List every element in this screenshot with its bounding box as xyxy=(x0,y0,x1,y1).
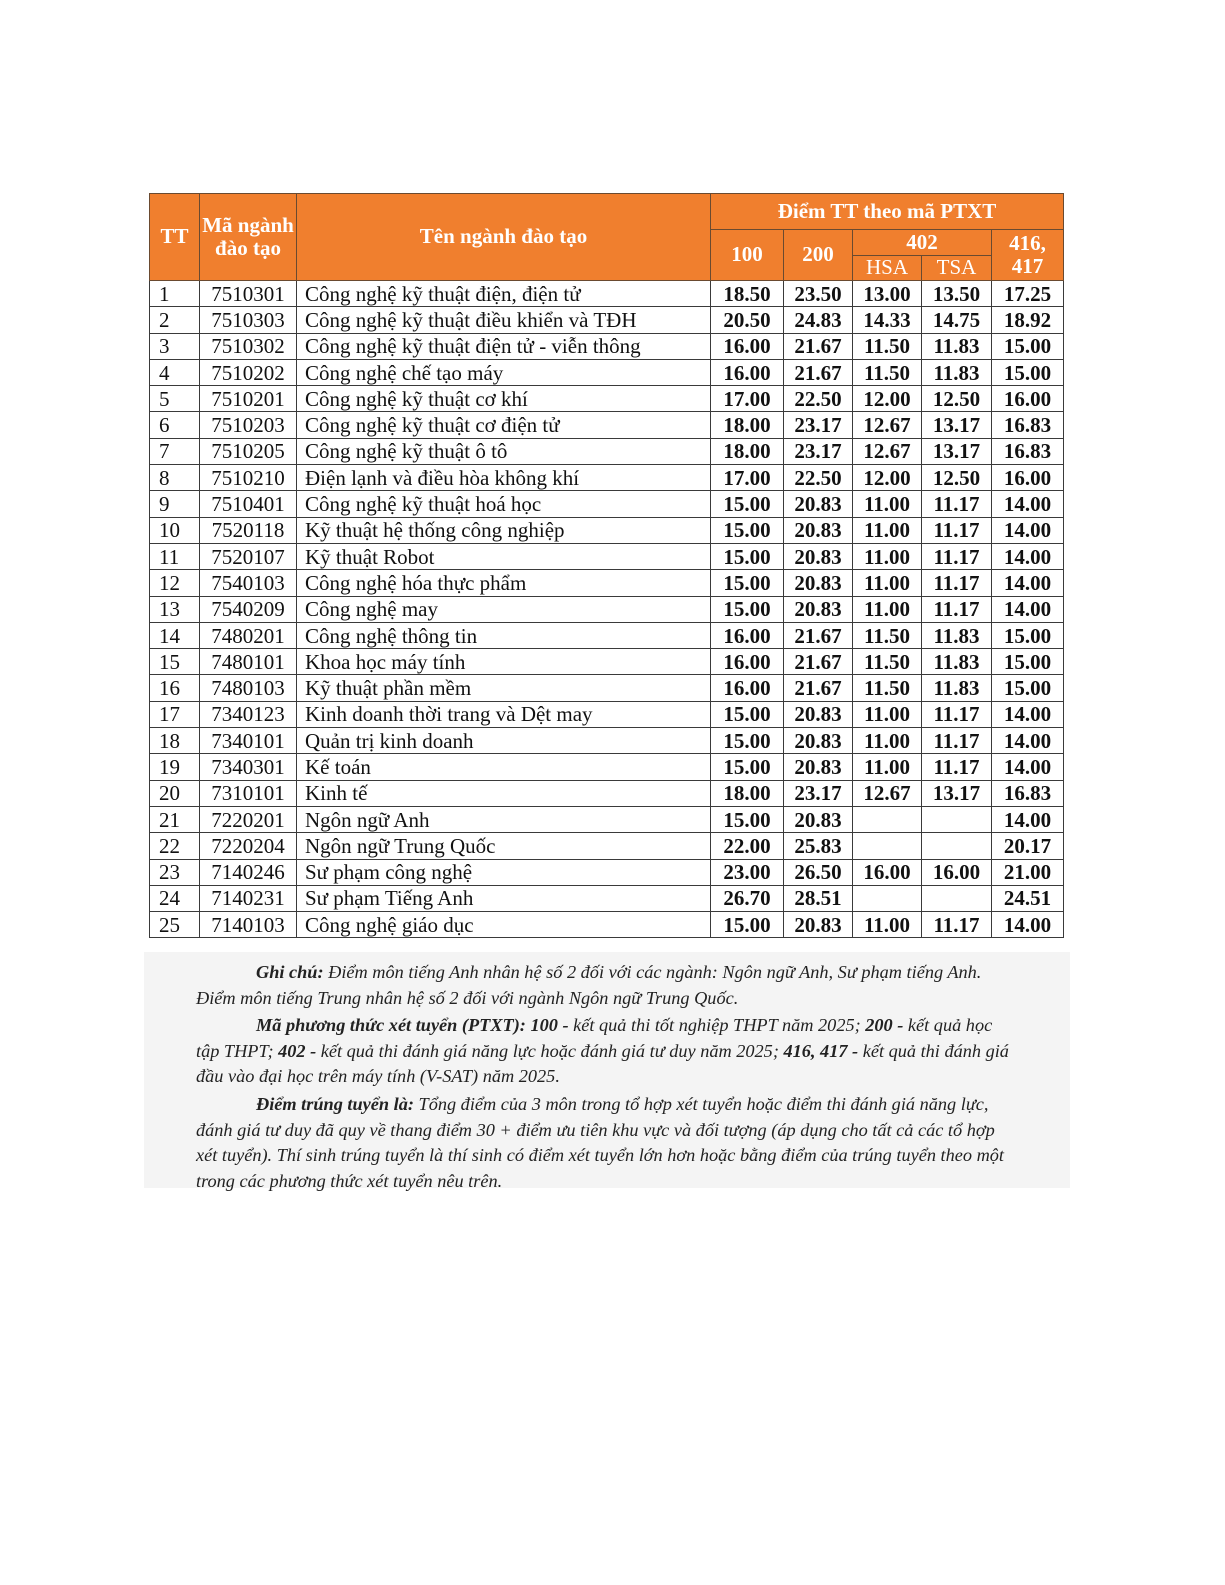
row-number: 20 xyxy=(150,780,200,806)
score-402-hsa: 11.00 xyxy=(853,754,922,780)
score-416-417: 16.83 xyxy=(992,412,1064,438)
score-416-417: 20.17 xyxy=(992,833,1064,859)
score-402-hsa: 11.50 xyxy=(853,675,922,701)
score-200: 24.83 xyxy=(784,307,853,333)
score-402-tsa: 11.17 xyxy=(922,517,992,543)
note2-key-402: 402 - xyxy=(278,1040,317,1061)
row-number: 1 xyxy=(150,281,200,307)
score-200: 23.17 xyxy=(784,412,853,438)
table-row xyxy=(150,912,1064,938)
score-402-hsa: 12.00 xyxy=(853,386,922,412)
score-402-hsa: 11.00 xyxy=(853,491,922,517)
note3-text: Tổng điểm của 3 môn trong tổ hợp xét tuyển hoặc điểm thi đánh giá năng lực, đánh giá tư duy đã quy về thang điểm 30 + điểm ưu tiên khu vực và đối tượng (áp dụng cho tất cả các tổ hợp xét tuyển). Thí sinh trúng tuyển là thí sinh có điểm xét tuyển lớn hơn hoặc bằng điểm của trúng tuyển theo một trong các phương thức xét tuyển nêu trên. xyxy=(196,1094,1004,1191)
score-402-hsa: 11.00 xyxy=(853,543,922,569)
score-416-417: 18.92 xyxy=(992,307,1064,333)
major-code: 7140103 xyxy=(200,912,297,938)
table-row xyxy=(150,806,1064,832)
major-name: Công nghệ may xyxy=(297,596,711,622)
score-416-417: 14.00 xyxy=(992,806,1064,832)
major-code: 7510303 xyxy=(200,307,297,333)
score-100: 15.00 xyxy=(711,701,784,727)
table-row xyxy=(150,570,1064,596)
score-402-tsa: 11.17 xyxy=(922,754,992,780)
score-402-tsa xyxy=(922,833,992,859)
table-row xyxy=(150,517,1064,543)
row-number: 18 xyxy=(150,728,200,754)
admission-scores-table xyxy=(149,193,1064,938)
row-number: 23 xyxy=(150,859,200,885)
row-number: 17 xyxy=(150,701,200,727)
score-200: 20.83 xyxy=(784,596,853,622)
score-416-417: 15.00 xyxy=(992,622,1064,648)
note2-key-100: 100 - xyxy=(525,1015,569,1035)
score-416-417: 16.00 xyxy=(992,386,1064,412)
score-402-tsa: 11.17 xyxy=(922,543,992,569)
score-416-417: 14.00 xyxy=(992,728,1064,754)
row-number: 22 xyxy=(150,833,200,859)
score-402-hsa: 11.00 xyxy=(853,517,922,543)
major-name: Công nghệ kỹ thuật điều khiển và TĐH xyxy=(297,307,711,333)
score-200: 20.83 xyxy=(784,728,853,754)
score-100: 18.00 xyxy=(711,780,784,806)
major-name: Công nghệ chế tạo máy xyxy=(297,359,711,385)
score-402-tsa: 12.50 xyxy=(922,465,992,491)
table-row xyxy=(150,833,1064,859)
score-200: 23.17 xyxy=(784,780,853,806)
note2-text-200: kết quả học tập THPT; xyxy=(196,1015,993,1061)
major-code: 7510205 xyxy=(200,438,297,464)
score-100: 15.00 xyxy=(711,806,784,832)
major-code: 7520107 xyxy=(200,543,297,569)
major-name: Công nghệ kỹ thuật cơ khí xyxy=(297,386,711,412)
score-200: 21.67 xyxy=(784,675,853,701)
note2-label: Mã phương thức xét tuyển (PTXT): xyxy=(256,1015,526,1035)
major-name: Quản trị kinh doanh xyxy=(297,728,711,754)
table-row xyxy=(150,333,1064,359)
major-name: Công nghệ kỹ thuật ô tô xyxy=(297,438,711,464)
score-402-hsa: 14.33 xyxy=(853,307,922,333)
score-100: 18.00 xyxy=(711,438,784,464)
score-416-417: 14.00 xyxy=(992,570,1064,596)
table-header xyxy=(150,194,1064,281)
score-416-417: 15.00 xyxy=(992,333,1064,359)
score-416-417: 21.00 xyxy=(992,859,1064,885)
score-100: 17.00 xyxy=(711,386,784,412)
score-100: 15.00 xyxy=(711,491,784,517)
score-200: 20.83 xyxy=(784,570,853,596)
score-402-hsa: 12.67 xyxy=(853,780,922,806)
header-col-416-417: 416, 417 xyxy=(992,230,1064,281)
note2-text-100: kết quả thi tốt nghiệp THPT năm 2025; xyxy=(568,1015,866,1035)
score-200: 21.67 xyxy=(784,359,853,385)
score-402-tsa: 16.00 xyxy=(922,859,992,885)
notes-section xyxy=(144,952,1070,1191)
row-number: 2 xyxy=(150,307,200,333)
score-100: 15.00 xyxy=(711,543,784,569)
score-402-hsa xyxy=(853,885,922,911)
major-code: 7510302 xyxy=(200,333,297,359)
score-100: 15.00 xyxy=(711,754,784,780)
score-200: 23.17 xyxy=(784,438,853,464)
major-name: Sư phạm công nghệ xyxy=(297,859,711,885)
row-number: 10 xyxy=(150,517,200,543)
score-402-hsa: 11.50 xyxy=(853,622,922,648)
row-number: 11 xyxy=(150,543,200,569)
major-code: 7310101 xyxy=(200,780,297,806)
score-416-417: 17.25 xyxy=(992,281,1064,307)
score-402-tsa: 11.17 xyxy=(922,728,992,754)
note3-label: Điểm trúng tuyển là: xyxy=(256,1094,414,1114)
major-code: 7510401 xyxy=(200,491,297,517)
score-416-417: 14.00 xyxy=(992,517,1064,543)
major-name: Sư phạm Tiếng Anh xyxy=(297,885,711,911)
table-row xyxy=(150,359,1064,385)
note2-key-416-417: 416, 417 - xyxy=(783,1040,859,1061)
score-416-417: 14.00 xyxy=(992,912,1064,938)
major-name: Công nghệ hóa thực phẩm xyxy=(297,570,711,596)
score-402-tsa xyxy=(922,885,992,911)
score-100: 15.00 xyxy=(711,912,784,938)
score-402-tsa: 11.83 xyxy=(922,675,992,701)
major-name: Công nghệ kỹ thuật hoá học xyxy=(297,491,711,517)
table-row xyxy=(150,596,1064,622)
score-100: 16.00 xyxy=(711,675,784,701)
table-row xyxy=(150,859,1064,885)
score-200: 21.67 xyxy=(784,622,853,648)
score-100: 16.00 xyxy=(711,333,784,359)
score-200: 25.83 xyxy=(784,833,853,859)
table-row xyxy=(150,412,1064,438)
score-402-hsa: 11.50 xyxy=(853,649,922,675)
score-416-417: 15.00 xyxy=(992,649,1064,675)
major-name: Kỹ thuật hệ thống công nghiệp xyxy=(297,517,711,543)
score-416-417: 14.00 xyxy=(992,596,1064,622)
note1-label: Ghi chú: xyxy=(256,962,324,982)
table-row xyxy=(150,728,1064,754)
major-code: 7140231 xyxy=(200,885,297,911)
table-row xyxy=(150,543,1064,569)
major-name: Điện lạnh và điều hòa không khí xyxy=(297,465,711,491)
row-number: 19 xyxy=(150,754,200,780)
major-name: Công nghệ giáo dục xyxy=(297,912,711,938)
score-402-hsa: 13.00 xyxy=(853,281,922,307)
score-402-tsa: 12.50 xyxy=(922,386,992,412)
major-code: 7510201 xyxy=(200,386,297,412)
score-416-417: 14.00 xyxy=(992,701,1064,727)
table-row xyxy=(150,281,1064,307)
note2-text-416-417: kết quả thi đánh giá đầu vào đại học trên máy tính (V-SAT) năm 2025. xyxy=(196,1040,1009,1086)
score-100: 17.00 xyxy=(711,465,784,491)
score-416-417: 24.51 xyxy=(992,885,1064,911)
table-row xyxy=(150,622,1064,648)
major-code: 7220201 xyxy=(200,806,297,832)
row-number: 6 xyxy=(150,412,200,438)
row-number: 7 xyxy=(150,438,200,464)
row-number: 14 xyxy=(150,622,200,648)
score-402-hsa: 11.00 xyxy=(853,596,922,622)
score-200: 28.51 xyxy=(784,885,853,911)
score-402-hsa xyxy=(853,806,922,832)
score-100: 18.00 xyxy=(711,412,784,438)
major-code: 7510301 xyxy=(200,281,297,307)
score-200: 20.83 xyxy=(784,754,853,780)
major-name: Công nghệ thông tin xyxy=(297,622,711,648)
major-code: 7480101 xyxy=(200,649,297,675)
row-number: 15 xyxy=(150,649,200,675)
score-200: 20.83 xyxy=(784,806,853,832)
score-416-417: 16.83 xyxy=(992,780,1064,806)
score-402-tsa: 13.17 xyxy=(922,412,992,438)
score-200: 22.50 xyxy=(784,465,853,491)
row-number: 5 xyxy=(150,386,200,412)
major-code: 7510210 xyxy=(200,465,297,491)
score-200: 21.67 xyxy=(784,333,853,359)
major-code: 7540209 xyxy=(200,596,297,622)
row-number: 9 xyxy=(150,491,200,517)
table-row xyxy=(150,885,1064,911)
score-100: 15.00 xyxy=(711,728,784,754)
table-row xyxy=(150,491,1064,517)
header-col-100: 100 xyxy=(711,230,784,281)
score-402-hsa: 11.50 xyxy=(853,359,922,385)
score-402-tsa: 11.83 xyxy=(922,649,992,675)
note2-text-402: kết quả thi đánh giá năng lực hoặc đánh giá tư duy năm 2025; xyxy=(316,1040,784,1061)
header-col-hsa: HSA xyxy=(853,256,922,281)
major-name: Công nghệ kỹ thuật điện, điện tử xyxy=(297,281,711,307)
row-number: 3 xyxy=(150,333,200,359)
score-402-hsa: 12.00 xyxy=(853,465,922,491)
major-code: 7140246 xyxy=(200,859,297,885)
table-row xyxy=(150,675,1064,701)
score-402-tsa: 13.17 xyxy=(922,438,992,464)
table-row xyxy=(150,701,1064,727)
row-number: 12 xyxy=(150,570,200,596)
score-200: 21.67 xyxy=(784,649,853,675)
score-402-tsa: 11.17 xyxy=(922,912,992,938)
header-tt: TT xyxy=(150,194,200,281)
row-number: 21 xyxy=(150,806,200,832)
score-402-hsa: 11.00 xyxy=(853,570,922,596)
major-code: 7340101 xyxy=(200,728,297,754)
header-major-code: Mã ngành đào tạo xyxy=(200,194,297,281)
row-number: 16 xyxy=(150,675,200,701)
score-200: 26.50 xyxy=(784,859,853,885)
table-row xyxy=(150,780,1064,806)
major-name: Ngôn ngữ Anh xyxy=(297,806,711,832)
header-col-tsa: TSA xyxy=(922,256,992,281)
score-200: 20.83 xyxy=(784,912,853,938)
score-402-tsa xyxy=(922,806,992,832)
score-200: 23.50 xyxy=(784,281,853,307)
major-code: 7480201 xyxy=(200,622,297,648)
score-100: 23.00 xyxy=(711,859,784,885)
table-row xyxy=(150,386,1064,412)
table-row xyxy=(150,438,1064,464)
header-major-name: Tên ngành đào tạo xyxy=(297,194,711,281)
major-code: 7480103 xyxy=(200,675,297,701)
major-code: 7510203 xyxy=(200,412,297,438)
score-402-hsa: 12.67 xyxy=(853,412,922,438)
score-402-hsa: 11.00 xyxy=(853,728,922,754)
score-416-417: 14.00 xyxy=(992,543,1064,569)
score-402-hsa: 11.00 xyxy=(853,701,922,727)
score-402-tsa: 13.17 xyxy=(922,780,992,806)
score-416-417: 15.00 xyxy=(992,359,1064,385)
score-402-tsa: 14.75 xyxy=(922,307,992,333)
score-402-tsa: 11.17 xyxy=(922,570,992,596)
score-402-tsa: 11.17 xyxy=(922,701,992,727)
score-100: 20.50 xyxy=(711,307,784,333)
score-200: 22.50 xyxy=(784,386,853,412)
score-402-tsa: 11.17 xyxy=(922,596,992,622)
major-code: 7220204 xyxy=(200,833,297,859)
major-name: Kỹ thuật Robot xyxy=(297,543,711,569)
score-402-tsa: 11.17 xyxy=(922,491,992,517)
table-row xyxy=(150,649,1064,675)
note-admission-methods xyxy=(196,1013,1018,1090)
score-200: 20.83 xyxy=(784,517,853,543)
score-100: 26.70 xyxy=(711,885,784,911)
score-100: 15.00 xyxy=(711,517,784,543)
table-row xyxy=(150,307,1064,333)
major-name: Kinh doanh thời trang và Dệt may xyxy=(297,701,711,727)
major-name: Ngôn ngữ Trung Quốc xyxy=(297,833,711,859)
score-402-tsa: 11.83 xyxy=(922,622,992,648)
header-col-200: 200 xyxy=(784,230,853,281)
header-score-group: Điểm TT theo mã PTXT xyxy=(711,194,1064,230)
score-402-hsa: 12.67 xyxy=(853,438,922,464)
score-402-tsa: 13.50 xyxy=(922,281,992,307)
score-402-hsa: 11.00 xyxy=(853,912,922,938)
header-col-402: 402 xyxy=(853,230,992,256)
score-200: 20.83 xyxy=(784,491,853,517)
score-416-417: 14.00 xyxy=(992,754,1064,780)
score-402-tsa: 11.83 xyxy=(922,359,992,385)
score-416-417: 15.00 xyxy=(992,675,1064,701)
row-number: 13 xyxy=(150,596,200,622)
score-100: 18.50 xyxy=(711,281,784,307)
admission-scores-table-wrapper xyxy=(149,193,1063,938)
major-name: Kế toán xyxy=(297,754,711,780)
major-name: Công nghệ kỹ thuật điện tử - viễn thông xyxy=(297,333,711,359)
score-100: 15.00 xyxy=(711,596,784,622)
score-100: 15.00 xyxy=(711,570,784,596)
row-number: 4 xyxy=(150,359,200,385)
note1-text: Điểm môn tiếng Anh nhân hệ số 2 đối với các ngành: Ngôn ngữ Anh, Sư phạm tiếng Anh. Điểm môn tiếng Trung nhân hệ số 2 đối với ngành Ngôn ngữ Trung Quốc. xyxy=(196,962,982,1008)
table-row xyxy=(150,465,1064,491)
major-code: 7520118 xyxy=(200,517,297,543)
major-code: 7340123 xyxy=(200,701,297,727)
score-100: 16.00 xyxy=(711,359,784,385)
score-402-hsa: 16.00 xyxy=(853,859,922,885)
table-body xyxy=(150,281,1064,938)
row-number: 24 xyxy=(150,885,200,911)
score-416-417: 16.83 xyxy=(992,438,1064,464)
score-200: 20.83 xyxy=(784,543,853,569)
score-402-tsa: 11.83 xyxy=(922,333,992,359)
score-100: 16.00 xyxy=(711,649,784,675)
score-402-hsa xyxy=(853,833,922,859)
score-402-hsa: 11.50 xyxy=(853,333,922,359)
note-admission-score-definition xyxy=(196,1092,1018,1194)
score-416-417: 16.00 xyxy=(992,465,1064,491)
major-name: Khoa học máy tính xyxy=(297,649,711,675)
major-name: Công nghệ kỹ thuật cơ điện tử xyxy=(297,412,711,438)
table-row xyxy=(150,754,1064,780)
major-name: Kinh tế xyxy=(297,780,711,806)
row-number: 8 xyxy=(150,465,200,491)
note-english-coefficient xyxy=(196,960,1018,1011)
score-100: 16.00 xyxy=(711,622,784,648)
major-code: 7540103 xyxy=(200,570,297,596)
major-code: 7510202 xyxy=(200,359,297,385)
score-100: 22.00 xyxy=(711,833,784,859)
score-416-417: 14.00 xyxy=(992,491,1064,517)
note2-key-200: 200 - xyxy=(865,1015,904,1035)
score-200: 20.83 xyxy=(784,701,853,727)
major-name: Kỹ thuật phần mềm xyxy=(297,675,711,701)
row-number: 25 xyxy=(150,912,200,938)
major-code: 7340301 xyxy=(200,754,297,780)
